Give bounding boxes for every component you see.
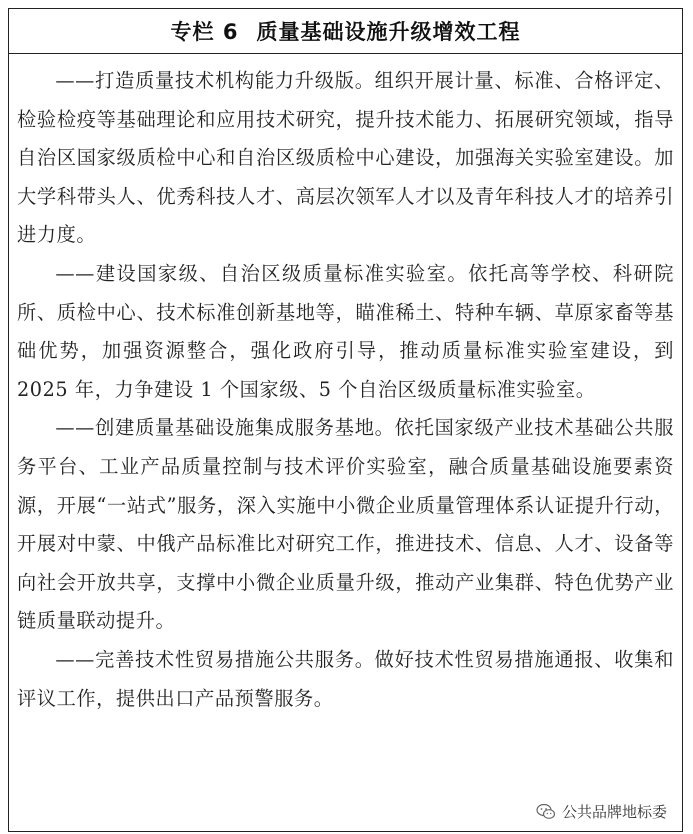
wechat-icon xyxy=(536,803,556,821)
paragraph: ——建设国家级、自治区级质量标准实验室。依托高等学校、科研院所、质检中心、技术标准创新基地等，瞄准稀土、特种车辆、草原家畜等基础优势，加强资源整合，强化政府引导，推动质量标准实验室建设，到 2025 年，力争建设 1 个国家级、5 个自治区级质量标准实验室。 xyxy=(17,261,674,401)
paragraph: ——完善技术性贸易措施公共服务。做好技术性贸易措施通报、收集和评议工作，提供出口产品预警服务。 xyxy=(17,647,674,710)
box-title-label: 专栏 6 xyxy=(170,20,239,44)
watermark-text: 公共品牌地标委 xyxy=(561,803,667,821)
watermark xyxy=(532,799,671,824)
box-content xyxy=(9,54,682,718)
feature-box xyxy=(8,8,683,832)
box-title-text: 质量基础设施升级增效工程 xyxy=(256,20,521,44)
box-title xyxy=(9,9,682,54)
paragraph: ——打造质量技术机构能力升级版。组织开展计量、标准、合格评定、检验检疫等基础理论和应用技术研究，提升技术能力、拓展研究领域，指导自治区国家级质检中心和自治区级质检中心建设，加强海关实验室建设。加大学科带头人、优秀科技人才、高层次领军人才以及青年科技人才的培养引进力度。 xyxy=(17,69,674,247)
paragraph: ——创建质量基础设施集成服务基地。依托国家级产业技术基础公共服务平台、工业产品质量控制与技术评价实验室，融合质量基础设施要素资源，开展“一站式”服务，深入实施中小微企业质量管理体系认证提升行动，开展对中蒙、中俄产品标准比对研究工作，推进技术、信息、人才、设备等向社会开放共享，支撑中小微企业质量升级，推动产业集群、特色优势产业链质量联动提升。 xyxy=(17,416,674,633)
